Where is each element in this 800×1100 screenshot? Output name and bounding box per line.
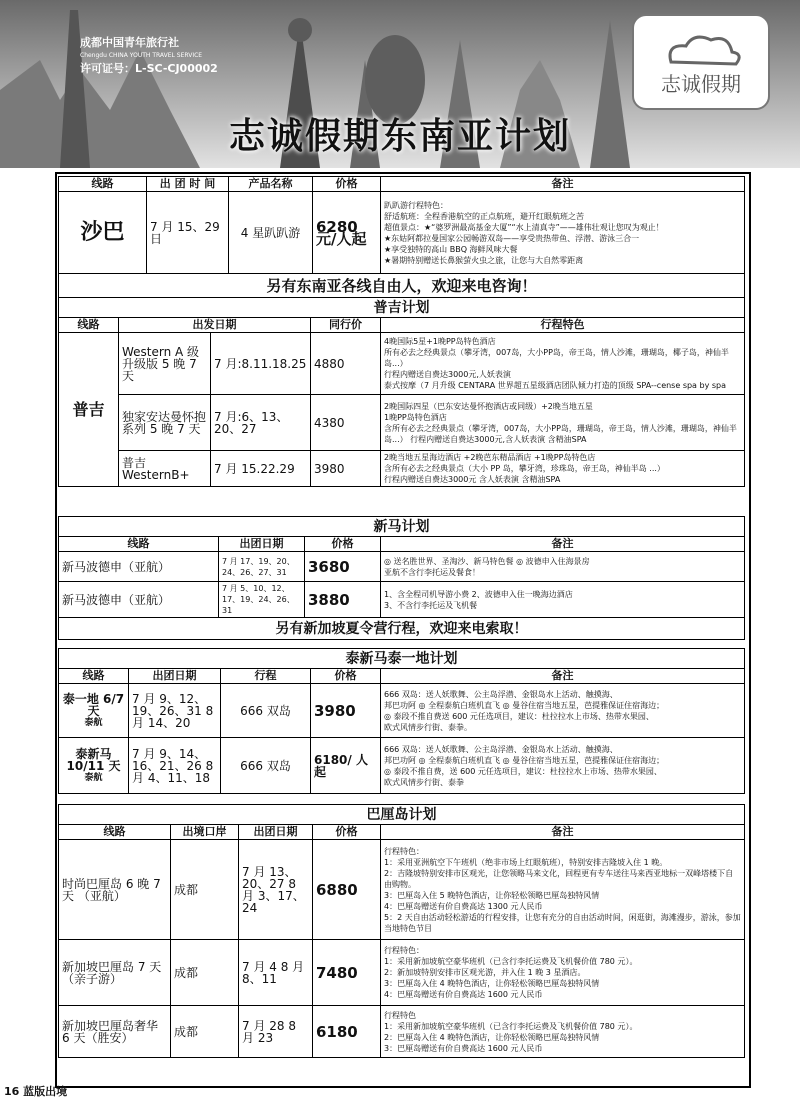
note-line: 欧式风情步行街、泰拳。 — [384, 722, 472, 732]
product-name: 新加坡巴厘岛奢华 6 天（胜安） — [59, 1006, 171, 1058]
product-name: 时尚巴厘岛 6 晚 7 天 （亚航） — [59, 840, 171, 940]
price: 4880 — [311, 333, 381, 395]
note-line: 趴趴游行程特色： — [384, 200, 448, 210]
note-line: ◎ 泰段不推自费送 600 元任选项目，建议：杜拉拉水上市场、热带水果园、 — [384, 711, 654, 721]
col-header: 产品名称 — [229, 177, 313, 192]
notes — [381, 738, 745, 794]
itinerary: 666 双岛 — [221, 684, 311, 738]
note-line: ★东姑阿都拉曼国家公园畅游双岛——享受贵热带鱼、浮潜、游泳三合一 — [384, 233, 640, 243]
table-header-row — [59, 825, 745, 840]
col-header: 行程特色 — [381, 318, 745, 333]
col-header: 价格 — [313, 177, 381, 192]
departure-port: 成都 — [171, 840, 239, 940]
itinerary: 666 双岛 — [221, 738, 311, 794]
note-line: 1：采用新加坡航空豪华班机（已含行李托运费及飞机餐价值 780 元）。 — [384, 957, 638, 966]
table-row — [59, 1006, 745, 1058]
col-header: 价格 — [313, 825, 381, 840]
brand-logo-text: 志诚假期 — [661, 72, 741, 96]
table-row — [59, 192, 745, 274]
note-line: ★享受独特的高山 BBQ 海鲜风味大餐 — [384, 244, 518, 254]
note-line: 舒适航班：全程香港航空的正点航班，避开红眼航班之苦 — [384, 211, 584, 221]
notes — [381, 333, 745, 395]
departure-dates: 7 月 15、29 日 — [147, 192, 229, 274]
note-line: 1：采用新加坡航空豪华班机（已含行李托运费及飞机餐价值 780 元）。 — [384, 1021, 638, 1031]
table-row — [59, 395, 745, 451]
departure-dates: 7 月 15.22.29 — [211, 451, 311, 487]
col-header: 行程 — [221, 669, 311, 684]
col-header: 出发日期 — [119, 318, 311, 333]
note-line: 666 双岛：送人妖歌舞、公主岛浮潜、金银岛水上活动、触摸海、 — [384, 744, 618, 754]
route-name: 沙巴 — [59, 192, 147, 274]
table-row — [59, 684, 745, 738]
section-title: 巴厘岛计划 — [59, 805, 745, 825]
product-name: 独家安达曼怀抱系列 5 晚 7 天 — [119, 395, 211, 451]
note-line: 2：巴厘岛入住 4 晚特色酒店，让你轻松领略巴厘岛独特风情 — [384, 1032, 600, 1042]
col-header: 同行价 — [311, 318, 381, 333]
notes — [381, 192, 745, 274]
note-line: 2晚国际四星（巴东安达曼怀抱酒店或同级）+2晚当地五星 — [384, 401, 593, 411]
note-line: 2：新加坡特别安排市区观光游，并入住 1 晚 3 星酒店。 — [384, 968, 586, 977]
license-number: 许可证号：L-SC-CJ00002 — [80, 62, 218, 75]
note-line: 行程特色： — [384, 846, 424, 856]
note-line: 行程特色： — [384, 946, 424, 955]
note-line: 泰式按摩（7 月升级 CENTARA 世界超五星级酒店团队倾力打造的顶级 SPA--cense spa by spa — [384, 381, 727, 390]
price: 6180/ 人起 — [311, 738, 381, 794]
departure-dates: 7 月:6、13、20、27 — [211, 395, 311, 451]
notes — [381, 1006, 745, 1058]
price: 7480 — [313, 940, 381, 1006]
price: 6280 元/人起 — [313, 192, 381, 274]
page-title: 志诚假期东南亚计划 — [228, 116, 571, 157]
notes — [381, 582, 745, 618]
route-name: 普吉 — [59, 333, 119, 487]
departure-dates: 7 月 4 8 月 8、11 — [239, 940, 313, 1006]
departure-port: 成都 — [171, 1006, 239, 1058]
col-header: 备注 — [381, 537, 745, 552]
notes — [381, 395, 745, 451]
col-header: 出团日期 — [129, 669, 221, 684]
note-line: 3、不含行李托运及飞机餐 — [384, 600, 478, 610]
bali-table — [58, 804, 745, 1058]
departure-dates: 7 月:8.11.18.25 — [211, 333, 311, 395]
note-line: 3：巴厘岛赠送有价自费高达 1600 元人民币 — [384, 1043, 543, 1053]
table-header-row — [59, 669, 745, 684]
section-title: 泰新马泰一地计划 — [59, 649, 745, 669]
note-line: 666 双岛：送人妖歌舞、公主岛浮潜、金银岛水上活动、触摸海、 — [384, 689, 618, 699]
note-line: 4：巴厘岛赠送有价自费高达 1600 元人民币 — [384, 990, 543, 999]
price: 3680 — [305, 552, 381, 582]
product-name: 4 星趴趴游 — [229, 192, 313, 274]
departure-dates: 7 月 9、12、19、26、31 8 月 14、20 — [129, 684, 221, 738]
price: 6880 — [313, 840, 381, 940]
banner-row — [59, 274, 745, 298]
note-line: 邦巴功阿 ◎ 全程泰航白班机直飞 ◎ 曼谷住宿当地五星，芭提雅保证住宿海边； — [384, 700, 665, 710]
note-line: ◎ 送名胜世界、圣淘沙、新马特色餐 ◎ 波德申入住海景房 — [384, 556, 590, 566]
banner-row — [59, 618, 745, 640]
note-line: 含所有必去之经典景点（攀牙湾，007岛，大小PP岛，珊瑚岛，帝王岛，情人沙滩，珊瑚岛，神仙半岛...） 行程内赠送自费达3000元,含人妖表演 含精油SPA — [384, 423, 737, 444]
note-line: 2：吉隆坡特别安排市区观光，让您领略马来文化，回程更有专车送往马来西亚地标一双峰塔楼下自由购物。 — [384, 868, 734, 889]
xinma-table — [58, 516, 745, 640]
agency-name-en: Chengdu CHINA YOUTH TRAVEL SERVICE — [80, 52, 203, 59]
col-header: 出团日期 — [239, 825, 313, 840]
price: 3980 — [311, 451, 381, 487]
table-row — [59, 333, 745, 395]
cloud-icon — [636, 24, 766, 74]
departure-dates: 7 月 28 8 月 23 — [239, 1006, 313, 1058]
col-header: 线路 — [59, 318, 119, 333]
departure-port: 成都 — [171, 940, 239, 1006]
airline: 泰航 — [84, 772, 103, 783]
col-header: 线路 — [59, 825, 171, 840]
col-header: 价格 — [305, 537, 381, 552]
price: 3980 — [311, 684, 381, 738]
note-line: 1晚PP岛特色酒店 — [384, 412, 447, 422]
note-line: 行程特色 — [384, 1010, 416, 1020]
departure-dates: 7 月 17、19、20、24、26、27、31 — [219, 552, 305, 582]
note-line: 行程内赠送自费达3000元,人妖表演 — [384, 370, 511, 379]
col-header: 线路 — [59, 177, 147, 192]
note-line: 1、含全程司机导游小费 2、波德申入住一晚海边酒店 — [384, 589, 573, 599]
price: 4380 — [311, 395, 381, 451]
note-line: 亚航不含行李托运及餐食！ — [384, 567, 480, 577]
table-header-row — [59, 177, 745, 192]
table-row — [59, 738, 745, 794]
note-line: 行程内赠送自费达3000元 含人妖表演 含精油SPA — [384, 475, 561, 484]
col-header: 备注 — [381, 825, 745, 840]
brand-logo — [632, 14, 770, 110]
agency-info — [80, 36, 218, 75]
price: 3880 — [305, 582, 381, 618]
table-row — [59, 582, 745, 618]
table-header-row — [59, 537, 745, 552]
section-title: 普吉计划 — [59, 298, 745, 318]
note-line: 含所有必去之经典景点（大小 PP 岛，攀牙湾，珍珠岛，帝王岛，神仙半岛 ...） — [384, 464, 665, 473]
route-cell — [59, 738, 129, 794]
agency-name: 成都中国青年旅行社 — [80, 36, 179, 49]
table-header-row — [59, 318, 745, 333]
note-line: 欧式风情步行街、泰拳 — [384, 777, 464, 787]
note-line: 3：巴厘岛入住 4 晚特色酒店，让你轻松领略巴厘岛独特风情 — [384, 979, 600, 988]
notes — [381, 684, 745, 738]
note-line: 5：2 天自由活动轻松游适的行程安排，让您有充分的自由活动时间，闲逛街，海滩漫步，游泳，参加当地特色节目 — [384, 912, 741, 933]
col-header: 出 团 时 间 — [147, 177, 229, 192]
note-line: 1：采用亚洲航空下午班机（绝非市场上红眼航班），特别安排吉隆坡入住 1 晚。 — [384, 857, 668, 867]
note-line: 2晚当地五星海边酒店 +2晚芭东精品酒店 +1晚PP岛特色店 — [384, 453, 596, 462]
note-line: 超值景点：★“婆罗洲最高基金大厦”“水上清真寺”——雄伟壮观让您叹为观止！ — [384, 222, 664, 232]
note-line: ◎ 泰段不推自费，送 600 元任选项目，建议：杜拉拉水上市场、热带水果园、 — [384, 766, 662, 776]
route-cell — [59, 684, 129, 738]
note-line: ★暑期特别赠送长鼻猴萤火虫之旅，让您与大自然零距离 — [384, 255, 584, 265]
notes — [381, 552, 745, 582]
product-name: 新马波德申（亚航） — [59, 552, 219, 582]
route-name: 泰新马 10/11 天 — [66, 746, 121, 773]
product-name: 普吉 WesternB+ — [119, 451, 211, 487]
departure-dates: 7 月 13、20、27 8 月 3、17、24 — [239, 840, 313, 940]
col-header: 备注 — [381, 177, 745, 192]
phuket-table — [58, 297, 745, 487]
table-row — [59, 451, 745, 487]
price: 6180 — [313, 1006, 381, 1058]
col-header: 备注 — [381, 669, 745, 684]
table-row — [59, 552, 745, 582]
table-row — [59, 840, 745, 940]
col-header: 线路 — [59, 669, 129, 684]
product-name: 新加坡巴厘岛 7 天（亲子游） — [59, 940, 171, 1006]
note-line: 4晚国际5星+1晚PP岛特色酒店 — [384, 337, 496, 346]
note-line: 邦巴功阿 ◎ 全程泰航白班机直飞 ◎ 曼谷住宿当地五星，芭提雅保证住宿海边； — [384, 755, 665, 765]
notes — [381, 840, 745, 940]
table-row — [59, 940, 745, 1006]
departure-dates: 7 月 9、14、16、21、26 8 月 4、11、18 — [129, 738, 221, 794]
note-line: 4：巴厘岛赠送有价自费高达 1300 元人民币 — [384, 901, 543, 911]
consult-banner: 另有东南亚各线自由人，欢迎来电咨询！ — [59, 274, 745, 298]
thai-table — [58, 648, 745, 794]
departure-dates: 7 月 5、10、12、17、19、24、26、31 — [219, 582, 305, 618]
product-name: Western A 级升级版 5 晚 7 天 — [119, 333, 211, 395]
saba-table — [58, 176, 745, 298]
summer-camp-banner: 另有新加坡夏令营行程，欢迎来电索取！ — [59, 618, 745, 640]
section-title: 新马计划 — [59, 517, 745, 537]
airline: 泰航 — [84, 717, 103, 728]
col-header: 出境口岸 — [171, 825, 239, 840]
note-line: 3：巴厘岛入住 5 晚特色酒店，让你轻松领略巴厘岛独特风情 — [384, 890, 600, 900]
col-header: 价格 — [311, 669, 381, 684]
col-header: 出团日期 — [219, 537, 305, 552]
notes — [381, 940, 745, 1006]
col-header: 线路 — [59, 537, 219, 552]
notes — [381, 451, 745, 487]
note-line: 所有必去之经典景点（攀牙湾，007岛，大小PP岛，帝王岛，情人沙滩，珊瑚岛，椰子岛，神仙半岛...） — [384, 348, 729, 368]
product-name: 新马波德申（亚航） — [59, 582, 219, 618]
route-name: 泰一地 6/7 天 — [62, 691, 125, 718]
page-footer: 16 蓝版出境 — [4, 1085, 68, 1098]
